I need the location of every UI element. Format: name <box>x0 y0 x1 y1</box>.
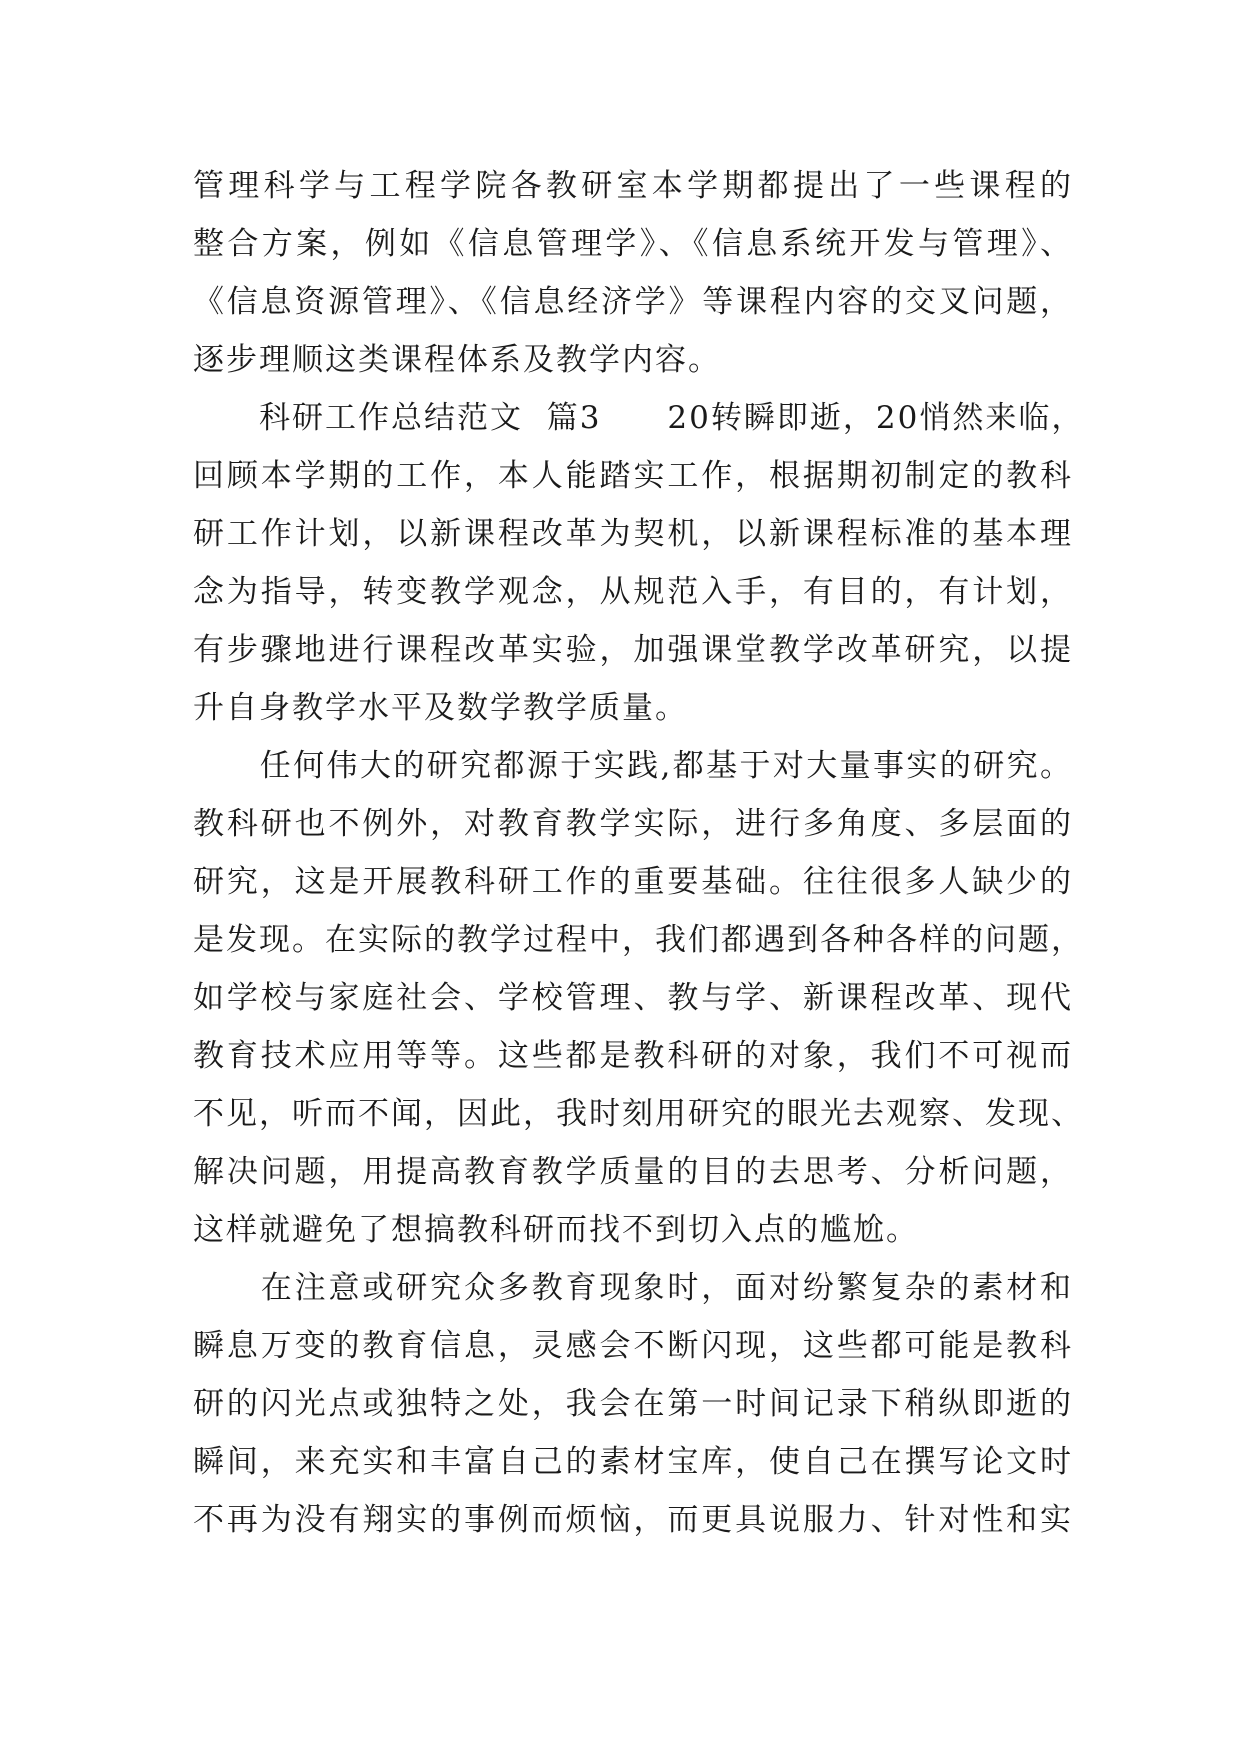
text-line: 回顾本学期的工作，本人能踏实工作，根据期初制定的教科 <box>193 458 1073 494</box>
text-line: 这样就避免了想搞教科研而找不到切入点的尴尬。 <box>193 1212 919 1248</box>
text-line: 任何伟大的研究都源于实践,都基于对大量事实的研究。 <box>193 748 1073 784</box>
text-line: 教育技术应用等等。这些都是教科研的对象，我们不可视而 <box>193 1038 1073 1074</box>
text-line: 不再为没有翔实的事例而烦恼，而更具说服力、针对性和实 <box>193 1502 1073 1538</box>
text-line: 念为指导，转变教学观念，从规范入手，有目的，有计划， <box>193 574 1073 610</box>
text-line: 研究，这是开展教科研工作的重要基础。往往很多人缺少的 <box>193 864 1073 900</box>
body-text <box>193 157 1085 1549</box>
text-line: 升自身教学水平及数学教学质量。 <box>193 690 688 726</box>
section-heading-line: 科研工作总结范文 篇3 20转瞬即逝，20悄然来临， <box>193 400 1085 436</box>
text-line: 瞬息万变的教育信息，灵感会不断闪现，这些都可能是教科 <box>193 1328 1073 1364</box>
text-line: 逐步理顺这类课程体系及教学内容。 <box>193 342 721 378</box>
text-line: 不见，听而不闻，因此，我时刻用研究的眼光去观察、发现、 <box>193 1096 1084 1132</box>
text-line: 《信息资源管理》、《信息经济学》等课程内容的交叉问题， <box>193 284 1073 320</box>
text-line: 在注意或研究众多教育现象时，面对纷繁复杂的素材和 <box>193 1270 1073 1306</box>
text-line: 是发现。在实际的教学过程中，我们都遇到各种各样的问题， <box>193 922 1084 958</box>
text-line: 整合方案，例如《信息管理学》、《信息系统开发与管理》、 <box>193 226 1073 262</box>
text-line: 教科研也不例外，对教育教学实际，进行多角度、多层面的 <box>193 806 1073 842</box>
text-line: 如学校与家庭社会、学校管理、教与学、新课程改革、现代 <box>193 980 1073 1016</box>
text-line: 瞬间，来充实和丰富自己的素材宝库，使自己在撰写论文时 <box>193 1444 1073 1480</box>
text-line: 解决问题，用提高教育教学质量的目的去思考、分析问题， <box>193 1154 1073 1190</box>
text-line: 研的闪光点或独特之处，我会在第一时间记录下稍纵即逝的 <box>193 1386 1073 1422</box>
text-line: 研工作计划，以新课程改革为契机，以新课程标准的基本理 <box>193 516 1073 552</box>
text-line: 有步骤地进行课程改革实验，加强课堂教学改革研究，以提 <box>193 632 1073 668</box>
text-line: 管理科学与工程学院各教研室本学期都提出了一些课程的 <box>193 168 1073 204</box>
